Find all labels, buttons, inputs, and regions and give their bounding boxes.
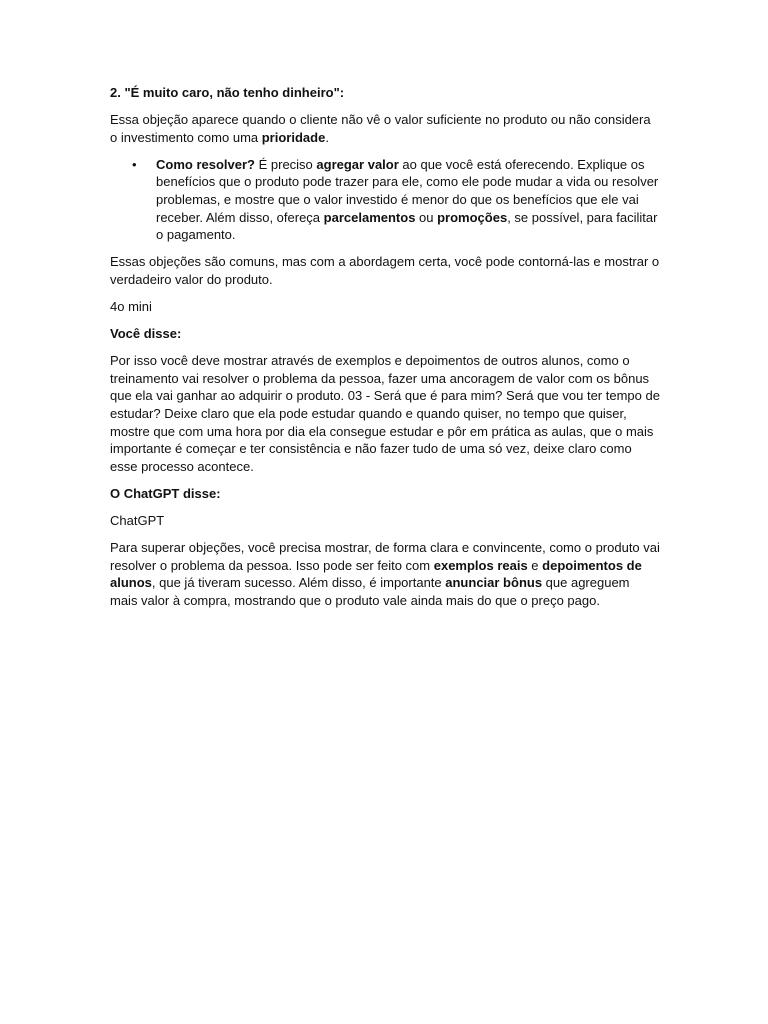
bullet-bold-4: promoções — [437, 209, 508, 225]
user-label: Você disse: — [110, 326, 182, 342]
answer-paragraph — [110, 539, 660, 609]
answer-text-1: Para superar objeções, você precisa mostrar, de forma clara e convincente, como o produto vai resolver o problema da pessoa. Isso pode ser feito com — [110, 539, 660, 573]
bullet-dot-icon: • — [132, 156, 137, 172]
bullet-text-1: É preciso — [254, 156, 317, 172]
intro-paragraph — [110, 111, 660, 146]
assistant-label: O ChatGPT disse: — [110, 485, 221, 501]
intro-bold-prioridade: prioridade — [261, 129, 326, 145]
bullet-text-4: , se possível, para facilitar o pagamento. — [156, 209, 658, 243]
intro-text-1: Essa objeção aparece quando o cliente não vê o valor suficiente no produto ou não considera o investimento como uma — [110, 112, 651, 145]
document-page — [110, 84, 660, 619]
bullet-list — [110, 156, 660, 244]
user-message: Por isso você deve mostrar através de exemplos e depoimentos de outros alunos, como o treinamento vai resolver o problema da pessoa, fazer uma ancoragem de valor com os bônus que ela vai ganhar ao adquirir o produto. 03 - Será que é para mim? Será que vou ter tempo de estudar? Deixe claro que ela pode estudar quando e quando quiser, no tempo que quiser, mostre que com uma hora por dia ela consegue estudar e pôr em prática as aulas, que o mais importante é começar e ter consistência e não fazer tudo de uma só vez, deixe claro como esse processo acontece. — [110, 353, 660, 474]
bullet-item — [110, 156, 660, 244]
answer-bold-3: anunciar bônus — [445, 575, 543, 591]
assistant-name: ChatGPT — [110, 512, 165, 528]
answer-text-4: que agreguem mais valor à compra, mostrando que o produto vale ainda mais do que o preço pago. — [110, 575, 630, 608]
answer-bold-1: exemplos reais — [433, 557, 528, 573]
intro-text-2: . — [325, 129, 329, 145]
bullet-bold-1: Como resolver? — [156, 156, 255, 172]
bullet-text-3: ou — [415, 209, 438, 225]
model-label: 4o mini — [110, 298, 152, 314]
answer-text-3: , que já tiveram sucesso. Além disso, é importante — [151, 575, 446, 591]
answer-bold-2: depoimentos de alunos — [110, 557, 642, 591]
bullet-bold-2: agregar valor — [316, 156, 399, 172]
bullet-bold-3: parcelamentos — [323, 209, 416, 225]
section-heading: 2. "É muito caro, não tenho dinheiro": — [110, 85, 345, 100]
answer-text-2: e — [527, 557, 543, 573]
bullet-text-2: ao que você está oferecendo. Explique os benefícios que o produto pode trazer para ele, como ele pode mudar a vida ou resolver problemas, e mostre que o valor investido é menor do que os benefícios que ele vai receber. Além disso, ofereça — [156, 156, 659, 225]
closing-paragraph: Essas objeções são comuns, mas com a abordagem certa, você pode contorná-las e mostrar o verdadeiro valor do produto. — [110, 254, 660, 287]
